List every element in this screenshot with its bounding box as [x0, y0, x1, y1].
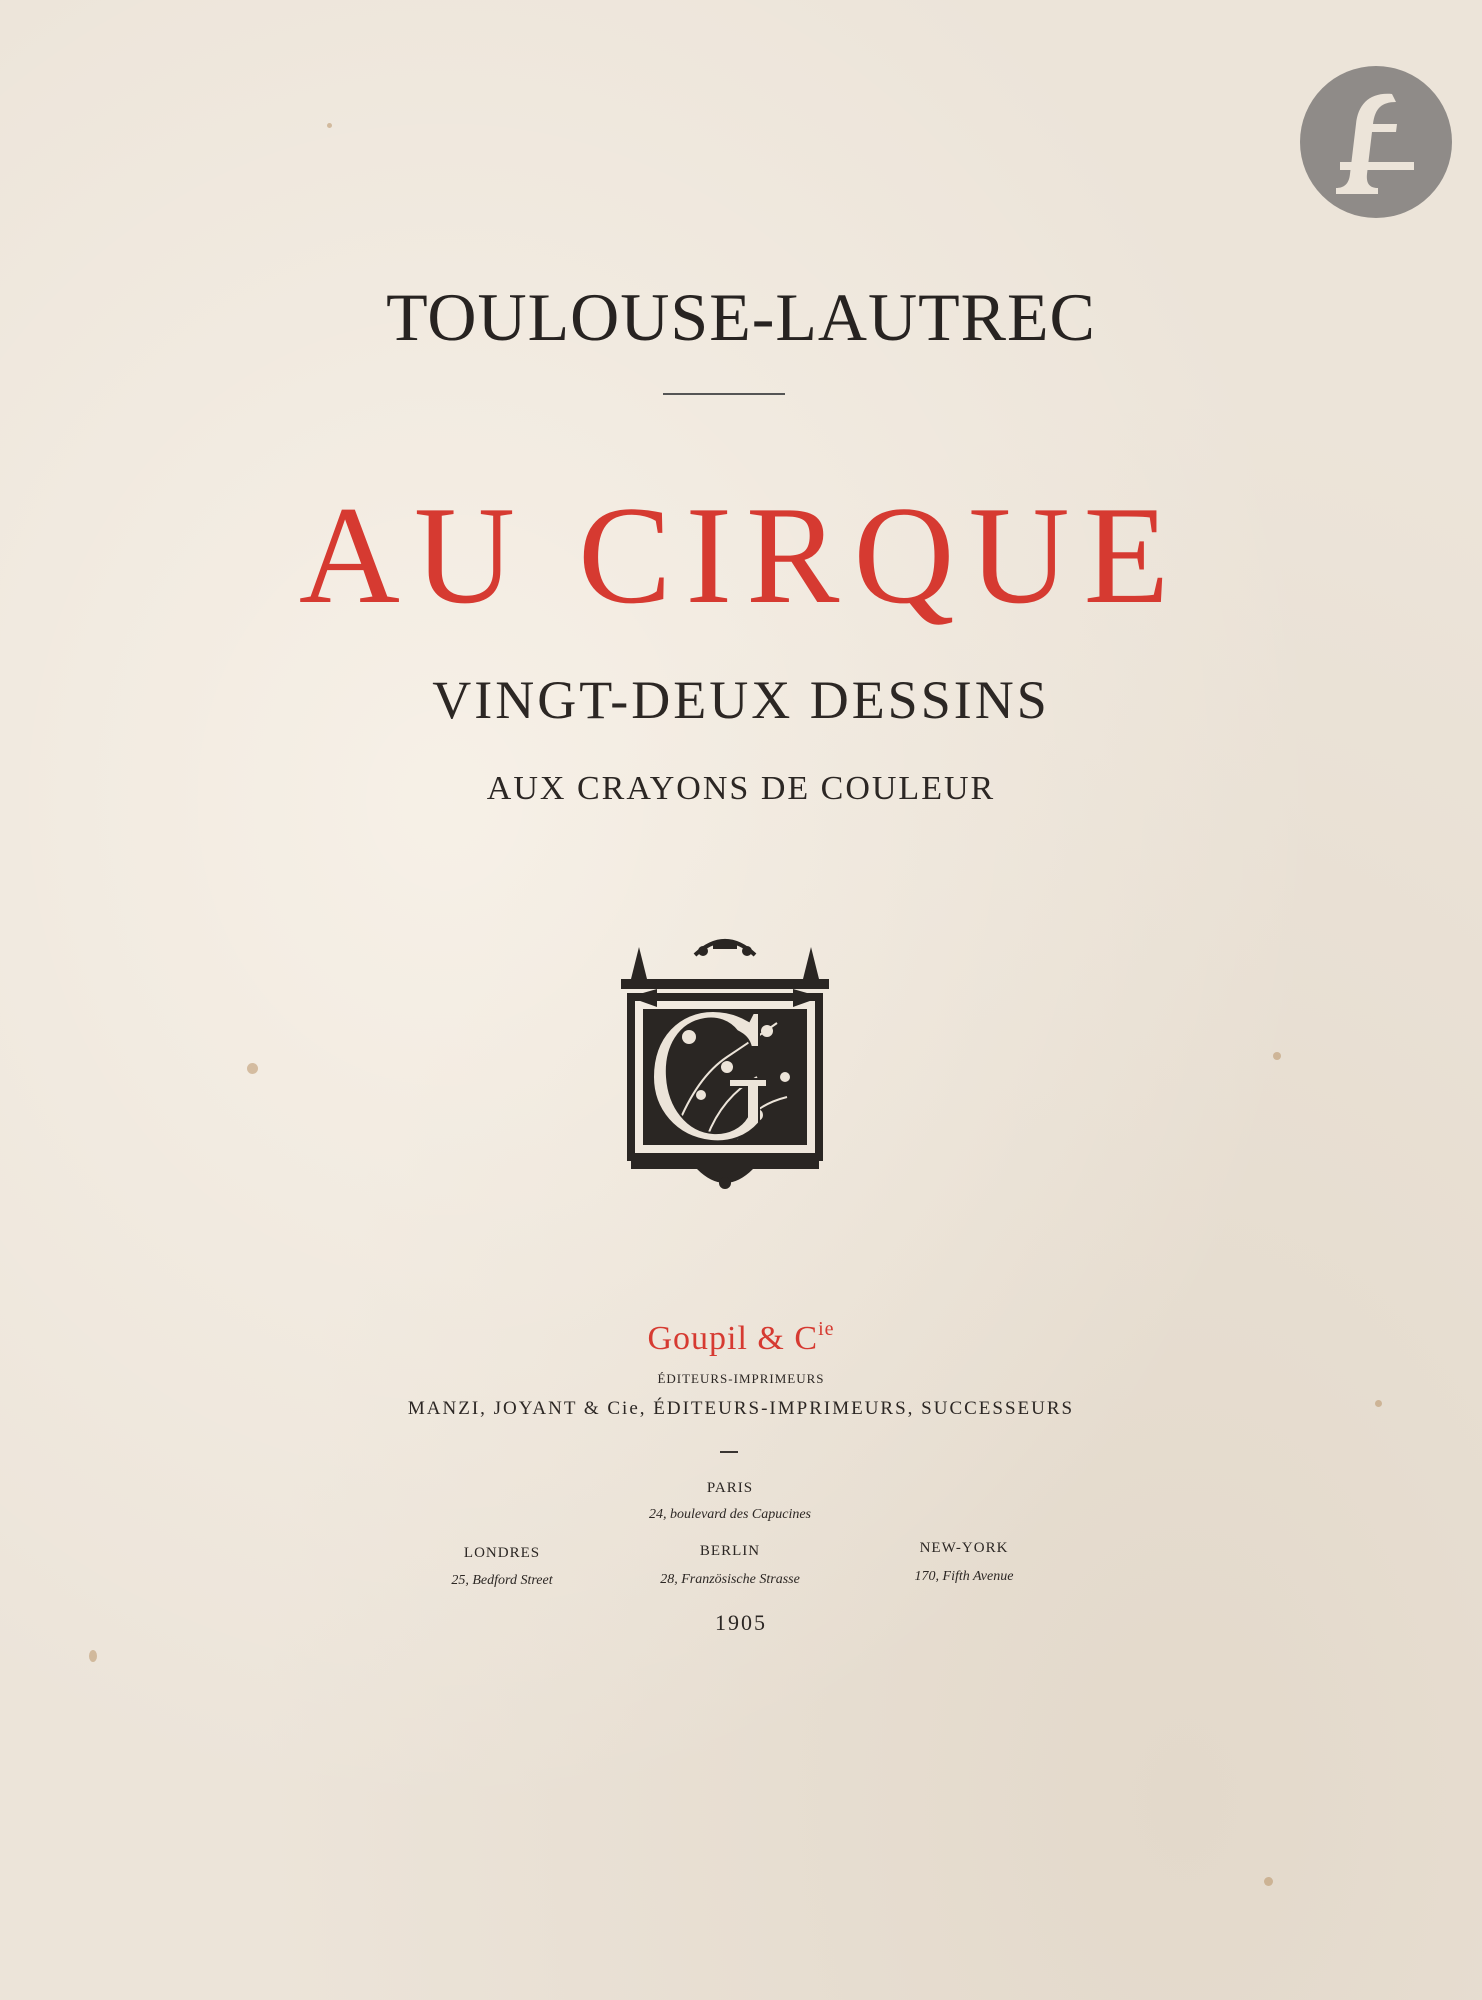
- office-address-paris: 24, boulevard des Capucines: [648, 1507, 811, 1522]
- foxing-spot: [1273, 1052, 1281, 1060]
- divider-dash: [720, 1451, 738, 1453]
- office-city-londres: LONDRES: [463, 1545, 541, 1561]
- author-name: TOULOUSE-LAUTREC: [386, 279, 1096, 355]
- divider-rule: [663, 393, 785, 395]
- office-city-berlin: BERLIN: [699, 1543, 761, 1559]
- office-address-newyork: 170, Fifth Avenue: [914, 1569, 1014, 1584]
- foxing-spot: [89, 1650, 97, 1662]
- ornamental-initial-icon: [617, 927, 833, 1197]
- office-city-paris: PARIS: [706, 1480, 754, 1496]
- office-address-berlin: 28, Französische Strasse: [660, 1572, 800, 1587]
- publisher-successors: MANZI, JOYANT & Cie, ÉDITEURS-IMPRIMEURS, SUCCESSEURS: [407, 1398, 1075, 1419]
- subtitle-secondary: AUX CRAYONS DE COULEUR: [486, 770, 996, 807]
- foxing-spot: [247, 1063, 258, 1074]
- office-address-londres: 25, Bedford Street: [451, 1573, 553, 1588]
- office-city-newyork: NEW-YORK: [919, 1540, 1009, 1556]
- publisher-name-sup: ie: [818, 1318, 835, 1340]
- publisher-role: ÉDITEURS-IMPRIMEURS: [657, 1371, 825, 1386]
- publisher-name: [0, 1318, 1482, 1358]
- publisher-name-text: Goupil & C: [647, 1320, 819, 1357]
- auction-house-logo-icon: [1300, 66, 1452, 218]
- publication-year: 1905: [715, 1610, 767, 1635]
- book-title: AU CIRQUE: [298, 478, 1184, 633]
- subtitle: VINGT-DEUX DESSINS: [432, 670, 1050, 730]
- foxing-spot: [327, 123, 332, 128]
- foxing-spot: [1264, 1877, 1273, 1886]
